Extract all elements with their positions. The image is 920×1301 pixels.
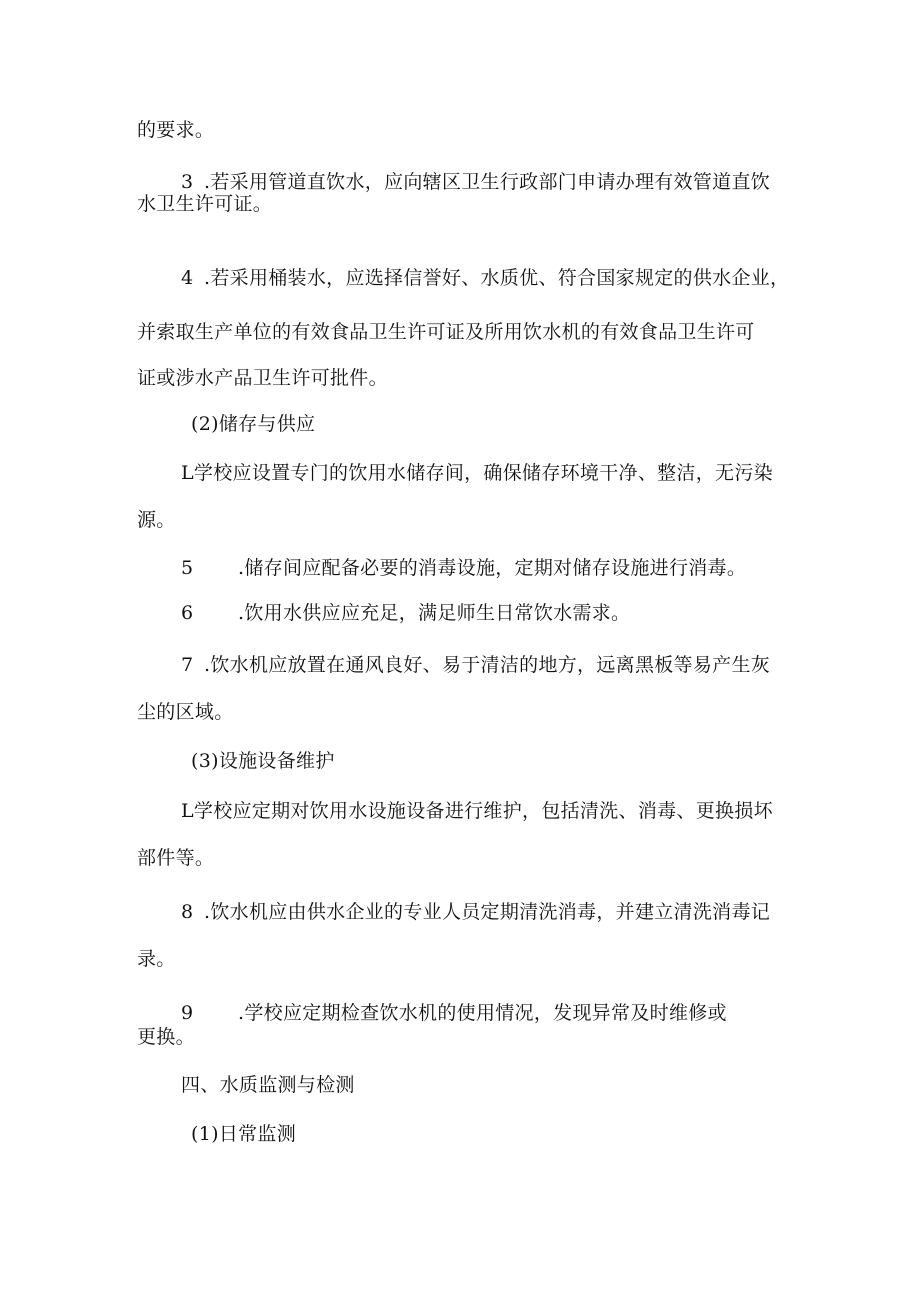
- line-text: .储存间应配备必要的消毒设施，定期对储存设施进行消毒。: [238, 557, 747, 579]
- text-line: [137, 947, 176, 971]
- chapter-heading: [181, 1073, 355, 1097]
- text-line: [137, 1025, 195, 1049]
- item-number: 9: [181, 1002, 194, 1024]
- line-text: 的要求。: [137, 119, 215, 141]
- item-number: 3: [181, 171, 194, 193]
- heading-text: (2)储存与供应: [191, 413, 316, 435]
- text-line: [181, 170, 770, 194]
- line-text: L学校应定期对饮用水设施设备进行维护，包括清洗、消毒、更换损坏: [181, 800, 773, 822]
- line-text: .若采用管道直饮水，应向辖区卫生行政部门申请办理有效管道直饮: [204, 171, 771, 193]
- line-text: .饮用水供应应充足，满足师生日常饮水需求。: [238, 602, 631, 624]
- item-number: 7: [181, 654, 194, 676]
- text-line: [137, 320, 755, 344]
- line-text: 水卫生许可证。: [137, 193, 273, 215]
- line-text: 部件等。: [137, 847, 215, 869]
- text-line: [137, 508, 176, 532]
- line-text: .若采用桶装水，应选择信誉好、水质优、符合国家规定的供水企业，: [204, 267, 790, 289]
- text-line: [137, 192, 272, 216]
- item-number: 8: [181, 901, 194, 923]
- line-text: 录。: [137, 948, 176, 970]
- text-line: [137, 700, 234, 724]
- text-line: [181, 266, 789, 290]
- item-number: 5: [181, 557, 194, 579]
- section-heading: [191, 1122, 296, 1146]
- text-line: [181, 653, 770, 677]
- line-text: 更换。: [137, 1026, 195, 1048]
- text-line: [181, 1001, 727, 1025]
- text-line: [181, 799, 773, 823]
- line-text: 并索取生产单位的有效食品卫生许可证及所用饮水机的有效食品卫生许可: [137, 321, 755, 343]
- line-text: 源。: [137, 509, 176, 531]
- text-line: [137, 366, 388, 390]
- text-line: [181, 556, 746, 580]
- text-line: [137, 846, 214, 870]
- item-number: 6: [181, 602, 194, 624]
- line-text: 证或涉水产品卫生许可批件。: [137, 367, 388, 389]
- section-heading: [191, 749, 335, 773]
- item-number: 4: [181, 267, 194, 289]
- text-line: [137, 118, 214, 142]
- line-text: L学校应设置专门的饮用水储存间，确保储存环境干净、整洁，无污染: [181, 462, 773, 484]
- line-text: .饮水机应放置在通风良好、易于清洁的地方，远离黑板等易产生灰: [204, 654, 771, 676]
- line-text: 尘的区域。: [137, 701, 234, 723]
- heading-text: (3)设施设备维护: [191, 750, 335, 772]
- text-line: [181, 601, 630, 625]
- text-line: [181, 900, 770, 924]
- line-text: .学校应定期检查饮水机的使用情况，发现异常及时维修或: [238, 1002, 727, 1024]
- heading-text: 四、水质监测与检测: [181, 1074, 355, 1096]
- section-heading: [191, 412, 315, 436]
- heading-text: (1)日常监测: [191, 1123, 297, 1145]
- text-line: [181, 461, 773, 485]
- line-text: .饮水机应由供水企业的专业人员定期清洗消毒，并建立清洗消毒记: [204, 901, 771, 923]
